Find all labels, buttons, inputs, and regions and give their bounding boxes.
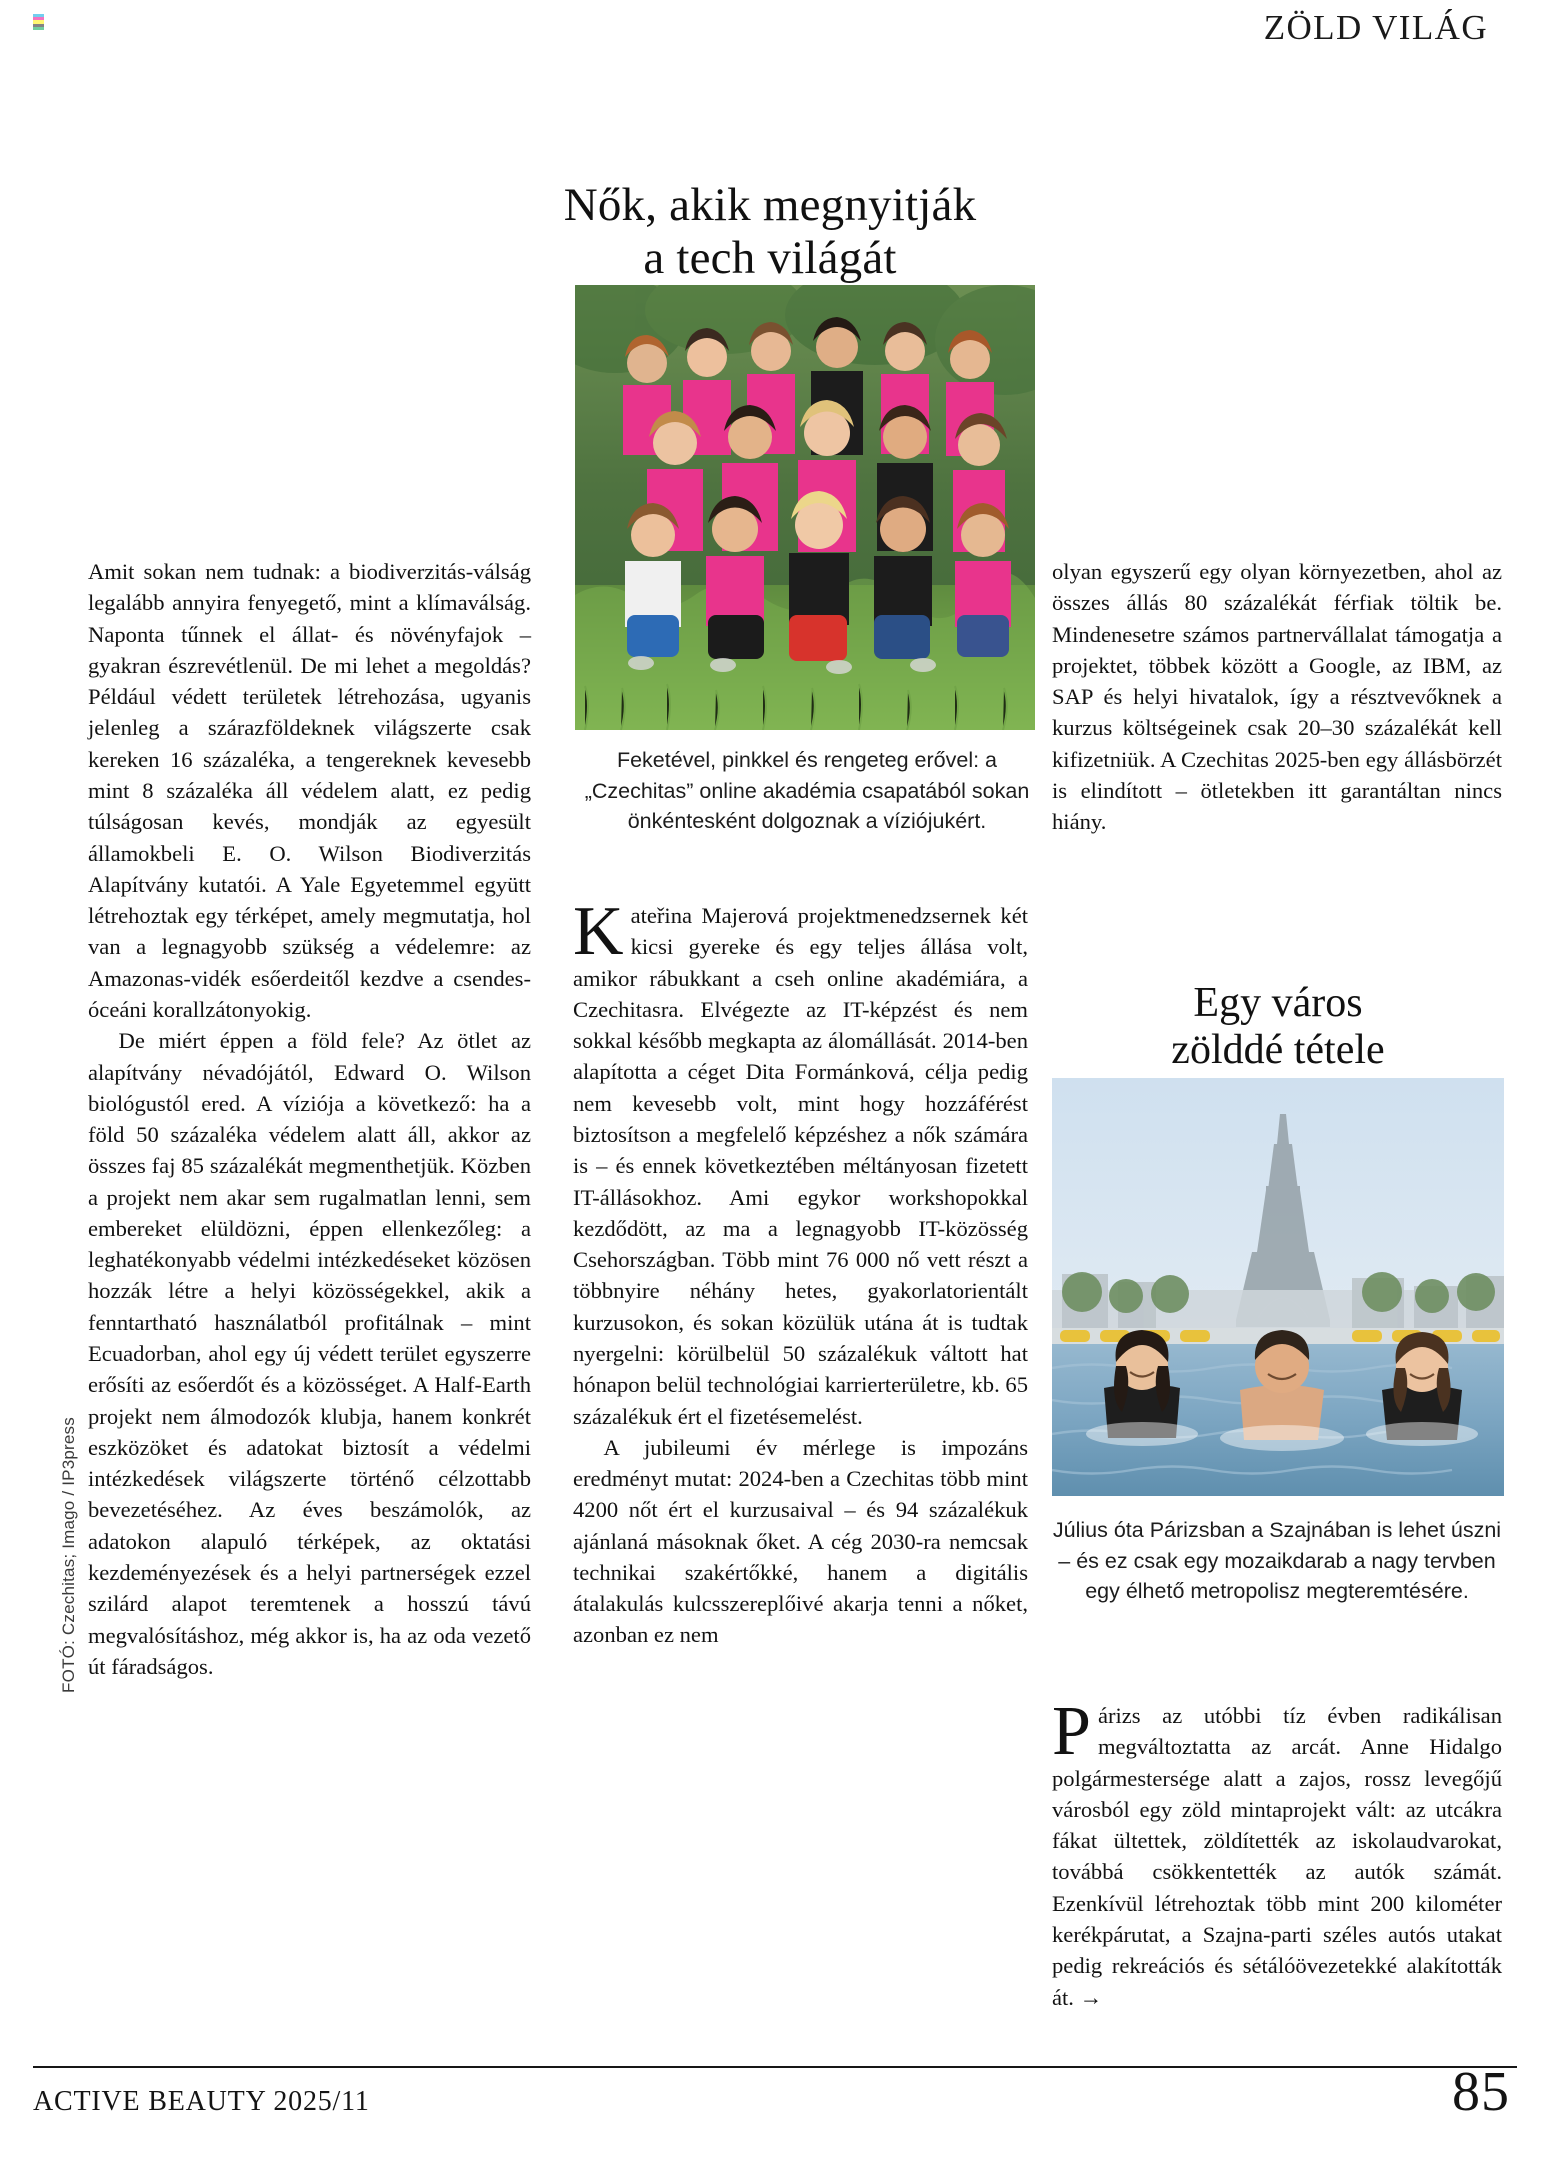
- headline-line-1: Nők, akik megnyitják: [563, 179, 977, 232]
- body-column-right-top: [1052, 556, 1502, 838]
- paragraph-dropcap: Kateřina Majerová projektmenedzsernek két kicsi gyereke és egy teljes állása volt, amikor rábukkant a cseh online akadémiára, a Czechitasra. Elvégezte az IT-képzést és nem sokkal később megkapta az álomállását. 2014-ben alapította a céget Dita Formánková, célja pedig nem kevesebb volt, mint hogy hozzáférést biztosítson a megfelelő képzéshez a nők számára is – és ennek következtében méltányosan fizetett IT-állásokhoz. Ami egykor workshopokkal kezdődött, az ma a legnagyobb IT-közösség Csehországban. Több mint 76 000 nő vett részt a többnyire néhány hetes, gyakorlatorientált kurzusokon, és sokan közülük utána át is tudtak nyergelni: körülbelül 50 százalékuk váltott hat hónapon belül technológiai karrierterületre, kb. 65 százalékuk ért el fizetésemelést.: [573, 893, 1028, 1429]
- paragraph: A jubileumi év mérlege is impozáns eredményt mutat: 2024-ben a Czechitas több mint 4200 nőt ért el kurzusaival – és 94 százalékuk ajánlaná másoknak őket. A cég 2030-ra nemcsak technikai szakértőkké, hanem a digitális átalakulás kulcsszereplőivé akarja tenni a nőket, azonban ez nem: [573, 1434, 1028, 1648]
- footer-magazine-issue: ACTIVE BEAUTY 2025/11: [33, 2086, 370, 2117]
- paragraph: De miért éppen a föld fele? Az ötlet az alapítvány névadójától, Edward O. Wilson biológustól ered. A víziója a következő: ha a föld 50 százaléka védelem alatt áll, akkor az összes faj 85 százalékát megmenthetjük. Közben a projekt nem akar sem rugalmatlan lenni, sem embereket elüldözni, éppen ellenkezőleg: a leghatékonyabb védelmi intézkedéseket közösen hozzák létre a helyi közösségekkel, akik a fenntartható használatból profitálnak – mint Ecuadorban, ahol egy új védett terület egyszerre erősíti az esőerdőt és a közösséget. A Half-Earth projekt nem álmodozók klubja, hanem konkrét eszközöket és adatokat biztosít a védelmi intézkedések világszerte történő célzottabb bevezetéséhez. Az éves beszámolók, az adatokon alapuló térképek, az oktatási kezdeményezések és a helyi partnerségek ezzel szilárd alapot teremtenek a hosszú távú megvalósításhoz, még akkor is, ha az oda vezető út fáradságos.: [88, 1028, 531, 1679]
- paris-seine-swimmers-photo: [1052, 1078, 1504, 1496]
- paragraph: Amit sokan nem tudnak: a biodiverzitás-válság legalább annyira fenyegető, mint a klímaválság. Naponta tűnnek el állat- és növényfajok – gyakran észrevétlenül. De mi lehet a megoldás? Például védett területek létrehozása, ugyanis jelenleg a szárazföldeknek világszerte csak kereken 16 százaléka, a tengereknek kevesebb mint 8 százaléka áll védelem alatt, ez pedig túlságosan kevés, mondják az egyesült államokbeli E. O. Wilson Biodiverzitás Alapítvány kutatói. A Yale Egyetemmel együtt létrehoztak egy térképet, amely megmutatja, hol van a legnagyobb szükség a védelemre: az Amazonas-vidék esőerdeitől kezdve a csendes-óceáni korallzátonyokig.: [88, 559, 531, 1022]
- photo-credit: FOTÓ: Czechitas; Imago / IP3press: [59, 1417, 78, 1693]
- hero-photo-czechitas-team: [575, 285, 1035, 730]
- hero-photo-caption: Feketével, pinkkel és rengeteg erővel: a „Czechitas” online akadémia csapatából sokan önkéntesként dolgoznak a víziójukért.: [584, 748, 1030, 834]
- section-heading-line-2: zölddé tétele: [1171, 1027, 1385, 1074]
- footer-divider: [33, 2066, 1517, 2068]
- running-head: ZÖLD VILÁG: [1263, 8, 1488, 47]
- paragraph: olyan egyszerű egy olyan környezetben, ahol az összes állás 80 százalékát férfiak töltik be. Mindenesetre számos partnervállalat támogatja a projektet, többek között a Google, az IBM, az SAP és helyi hivatalok, így a résztvevőknek a kurzus költségeinek csak 20–30 százalékát kell kifizetniük. A Czechitas 2025-ben egy állásbörzét is elindított – ötletekben itt garantáltan nincs hiány.: [1052, 559, 1502, 835]
- body-column-right-bottom: [1052, 1693, 1502, 2013]
- page-title: [400, 179, 1140, 284]
- paragraph-dropcap: Párizs az utóbbi tíz évben radikálisan megváltoztatta az arcát. Anne Hidalgo polgármestersége alatt a zajos, rossz levegőjű városból egy zöld mintaprojekt vált: az utcákra fákat ültettek, zöldítették az iskolaudvarokat, továbbá csökkentették az autók számát. Ezenkívül létrehoztak több mint 200 kilométer kerékpárutat, a Szajna-parti széles autós utakat pedig rekreációs és sétálóövezetekké alakították át. →: [1052, 1693, 1502, 2010]
- body-column-middle: [573, 893, 1028, 1651]
- section-heading-line-1: Egy város: [1193, 979, 1363, 1026]
- paris-photo-caption: Július óta Párizsban a Szajnában is lehet úszni – és ez csak egy mozaikdarab a nagy tervben egy élhető metropolisz megteremtésére.: [1052, 1518, 1502, 1604]
- section-heading: [1052, 980, 1504, 1075]
- page-number: 85: [1452, 2061, 1510, 2123]
- body-column-left: [88, 556, 531, 2031]
- color-registration-mark: [33, 14, 44, 30]
- headline-line-2: a tech világát: [643, 232, 897, 285]
